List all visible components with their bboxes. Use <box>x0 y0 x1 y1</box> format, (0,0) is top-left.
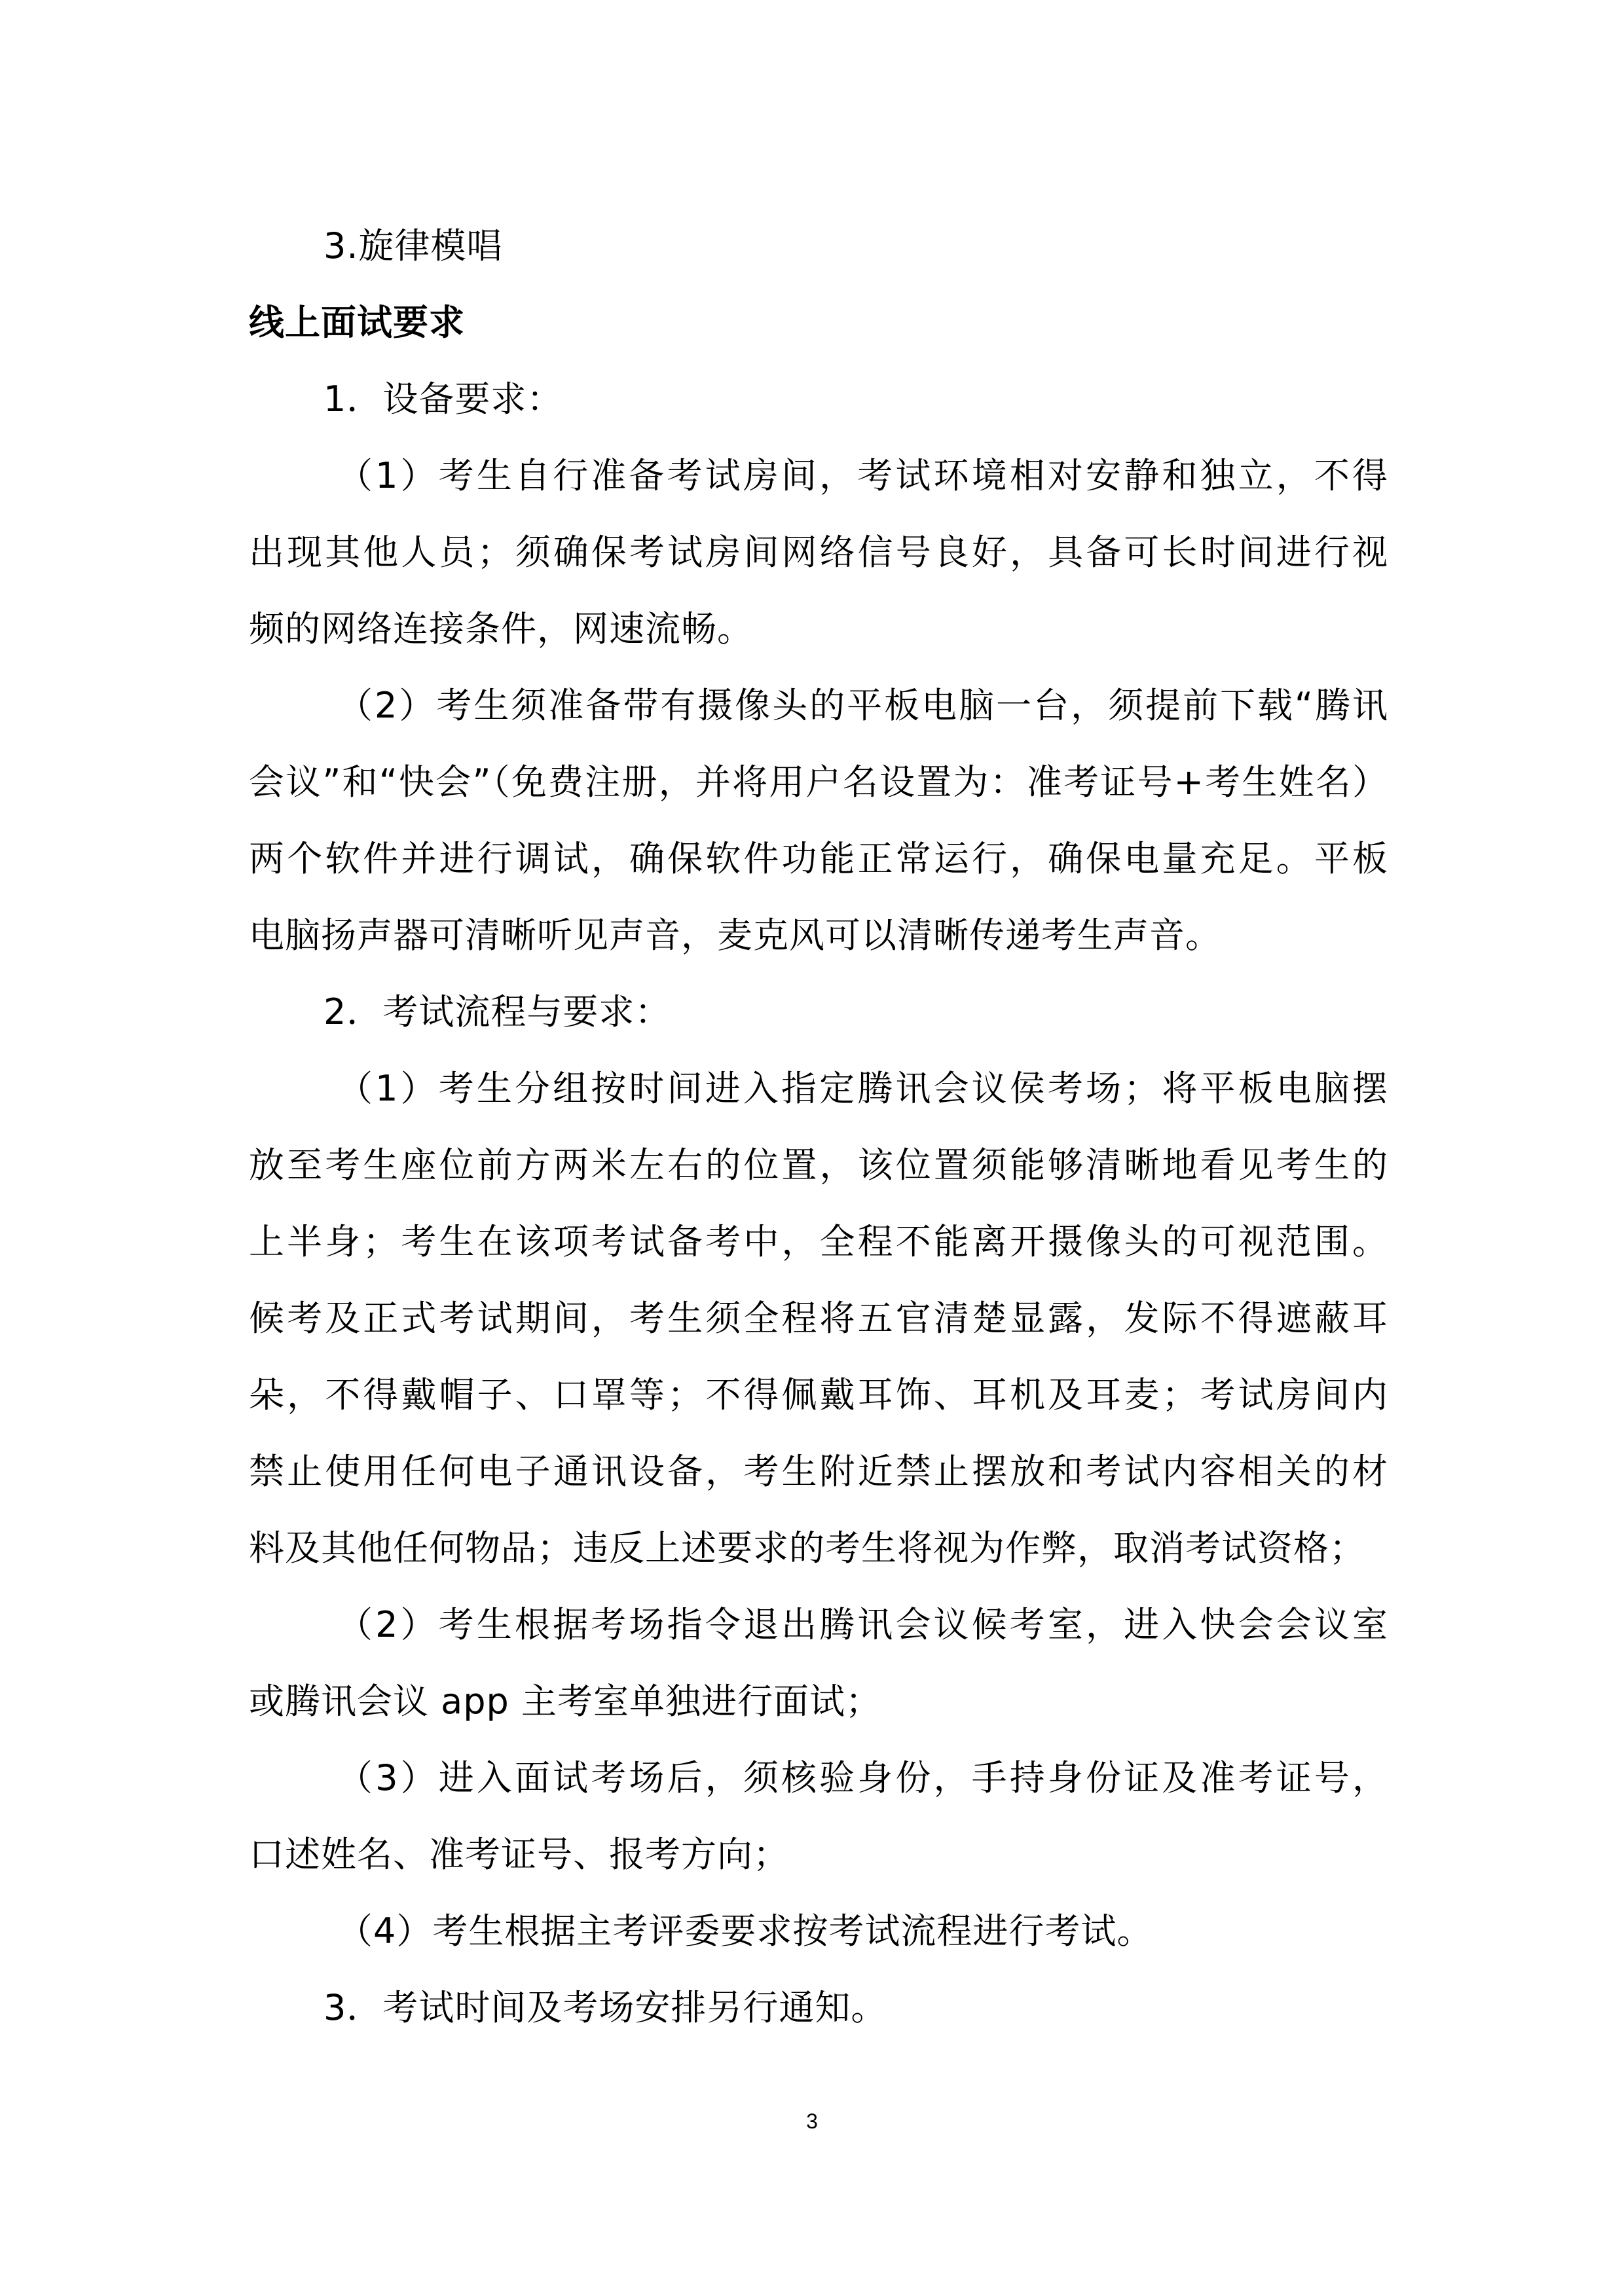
paragraph-line: 料及其他任何物品；违反上述要求的考生将视为作弊，取消考试资格； <box>249 1527 1365 1569</box>
paragraph-line: 放至考生座位前方两米左右的位置，该位置须能够清晰地看见考生的 <box>249 1144 1388 1186</box>
subsection-title-schedule: 3．考试时间及考场安排另行通知。 <box>323 1987 887 2028</box>
paragraph-equipment-2 <box>249 667 1388 974</box>
paragraph-line: 上半身；考生在该项考试备考中，全程不能离开摄像头的可视范围。 <box>249 1221 1388 1262</box>
paragraph-line: （1）考生自行准备考试房间，考试环境相对安静和独立，不得 <box>337 455 1388 496</box>
paragraph-line: 会议”和“快会”（免费注册，并将用户名设置为：准考证号+考生姓名） <box>249 761 1388 803</box>
subsection-title-equipment: 1．设备要求： <box>323 378 563 420</box>
paragraph-process-1 <box>249 1050 1388 1586</box>
paragraph-line: （2）考生根据考场指令退出腾讯会议候考室，进入快会会议室 <box>337 1604 1388 1645</box>
paragraph-line: 候考及正式考试期间，考生须全程将五官清楚显露，发际不得遮蔽耳 <box>249 1298 1388 1339</box>
paragraph-line: （2）考生须准备带有摄像头的平板电脑一台，须提前下载“腾讯 <box>337 685 1388 726</box>
section-item-melody-singing: 3.旋律模唱 <box>323 225 503 266</box>
paragraph-line: （3）进入面试考场后，须核验身份，手持身份证及准考证号， <box>337 1757 1388 1798</box>
paragraph-line: 口述姓名、准考证号、报考方向； <box>249 1834 789 1875</box>
paragraph-line: （1）考生分组按时间进入指定腾讯会议侯考场；将平板电脑摆 <box>337 1068 1388 1109</box>
section-heading-online-interview: 线上面试要求 <box>249 302 465 343</box>
subsection-title-process: 2．考试流程与要求： <box>323 991 671 1032</box>
document-body <box>249 208 1388 2046</box>
paragraph-line: 朵，不得戴帽子、口罩等；不得佩戴耳饰、耳机及耳麦；考试房间内 <box>249 1374 1388 1415</box>
paragraph-line: 或腾讯会议 app 主考室单独进行面试； <box>249 1681 881 1722</box>
paragraph-process-3 <box>249 1740 1388 1893</box>
paragraph-line: 禁止使用任何电子通讯设备，考生附近禁止摆放和考试内容相关的材 <box>249 1451 1388 1492</box>
paragraph-line: （4）考生根据主考评委要求按考试流程进行考试。 <box>337 1910 1153 1952</box>
paragraph-equipment-1 <box>249 437 1388 667</box>
paragraph-process-4 <box>249 1893 1388 1969</box>
paragraph-process-2 <box>249 1586 1388 1740</box>
page-number: 3 <box>806 2109 818 2133</box>
paragraph-line: 两个软件并进行调试，确保软件功能正常运行，确保电量充足。平板 <box>249 838 1388 879</box>
paragraph-line: 电脑扬声器可清晰听见声音，麦克风可以清晰传递考生声音。 <box>249 915 1221 956</box>
paragraph-line: 出现其他人员；须确保考试房间网络信号良好，具备可长时间进行视 <box>249 532 1388 573</box>
paragraph-line: 频的网络连接条件，网速流畅。 <box>249 608 753 649</box>
